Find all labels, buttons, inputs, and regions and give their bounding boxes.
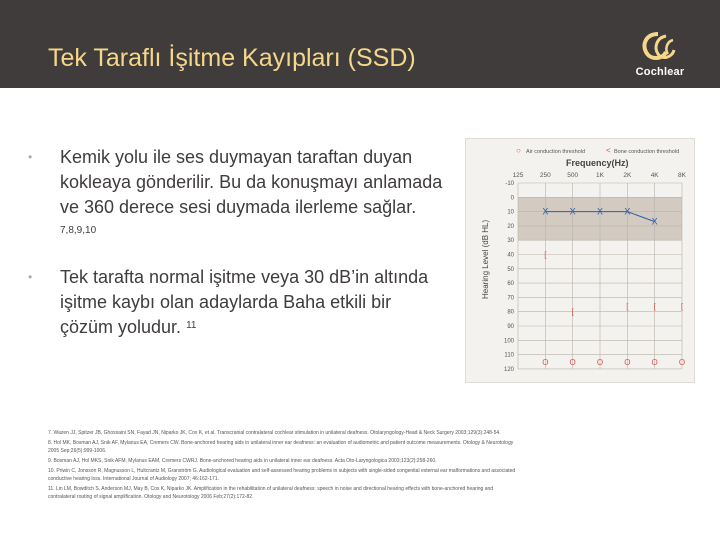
audiogram-image	[465, 138, 695, 383]
y-tick-label: 50	[507, 266, 514, 273]
bullet-refs: 11	[186, 320, 197, 331]
air-marker-right: O	[596, 357, 604, 367]
cochlear-logo	[628, 30, 692, 82]
bullet-dot-icon: •	[28, 270, 33, 284]
x-tick-label: 500	[567, 172, 579, 179]
reference-item: 9. Bosman AJ, Hol MKS, Snik AFM, Mylanus EAM, Cremers CWRJ. Bone-anchored hearing aids in unilateral inner ear deafness. Acta Oto-Laryngologica 2003;123(2):258-260.	[48, 458, 437, 464]
bullet-item-2	[28, 265, 448, 340]
reference-item: 8. Hol MK, Bosman AJ, Snik AF, Mylanus EA, Cremers CW. Bone-anchored hearing aids in unilateral inner ear deafness: an evaluation of audiometric and patient outcome measurements. Otology & Neurotology 2005 Sep;26(5):999-1006.	[48, 440, 514, 454]
y-tick-label: 40	[507, 252, 514, 259]
legend-air-text: Air conduction threshold	[526, 149, 586, 155]
reference-item: 10. Priwin C, Jonsson R, Magnusson L, Hultcrantz M, Granström G. Audiological evaluation and self-assessed hearing problems in subjects with single-sided congenital external ear malformations and associated conductive hearing loss. International Journal of Audiology 2007; 46:162-171.	[48, 468, 516, 482]
slide-header	[0, 0, 720, 88]
y-tick-label: 80	[507, 309, 514, 316]
bullet-item-1	[28, 145, 448, 245]
air-marker-left: X	[651, 216, 658, 227]
y-tick-label: 70	[507, 295, 514, 302]
y-tick-label: 20	[507, 223, 514, 230]
bullet-text: Tek tarafta normal işitme veya 30 dB’in altında işitme kaybı olan adaylarda Baha etkili bir çözüm yoludur.	[60, 267, 429, 337]
bone-marker: [	[571, 307, 574, 317]
reference-item: 11. Lin LM, Bowditch S, Anderson MJ, May B, Cox K, Niparko JK. Amplification in the rehabilitation of unilateral deafness: speech in noise and directional hearing effects with bone-anchored hearing and contralateral routing of signal amplification. Otology and Neurotology 2006 Feb;27(2):172-82.	[48, 486, 494, 500]
audiogram-chart	[466, 139, 694, 382]
y-tick-label: 110	[504, 352, 514, 359]
bone-marker: [	[544, 250, 547, 260]
audiogram-grid	[504, 172, 687, 373]
air-marker-left: X	[542, 206, 549, 217]
bullet-list	[28, 145, 448, 360]
y-axis-label: Hearing Level (dB HL)	[481, 219, 490, 299]
legend-bone-symbol: <	[606, 146, 611, 155]
y-tick-label: 90	[507, 324, 514, 330]
bone-marker: [	[626, 301, 629, 311]
bullet-text: Kemik yolu ile ses duymayan taraftan duyan kokleaya gönderilir. Bu da konuşmayı anlamada ve 360 derece sesi duymada ilerleme sağlar.	[60, 147, 443, 217]
legend-bone-text: Bone conduction threshold	[614, 149, 680, 155]
air-marker-left: X	[569, 206, 576, 217]
air-marker-right: O	[678, 357, 686, 367]
legend-air-symbol: ○	[516, 146, 521, 155]
air-marker-right: O	[651, 357, 658, 367]
x-tick-label: 125	[512, 172, 524, 179]
reference-item: 7. Wazen JJ, Spitzer JB, Ghossaini SN, Fayad JN, Niparko JK, Cox K, et al. Transcranial contralateral cochlear stimulation in unilateral deafness. Otolaryngology-Head & Neck Surgery 2003;129(3):248-54.	[48, 430, 501, 436]
bullet-dot-icon: •	[28, 150, 33, 164]
air-marker-right: O	[624, 357, 631, 367]
bone-marker: [	[653, 301, 656, 311]
y-tick-label: 10	[507, 209, 514, 216]
x-tick-label: 1K	[596, 172, 604, 179]
y-tick-label: 30	[507, 238, 514, 245]
y-tick-label: 0	[510, 195, 514, 202]
logo-text: Cochlear	[635, 66, 685, 78]
y-tick-label: 120	[503, 366, 514, 373]
bullet-refs: 7,8,9,10	[60, 225, 97, 236]
slide-title: Tek Taraflı İşitme Kayıpları (SSD)	[48, 44, 416, 72]
references	[48, 429, 518, 503]
x-tick-label: 250	[539, 172, 551, 179]
x-tick-label: 4K	[650, 172, 659, 179]
air-marker-right: O	[542, 357, 549, 367]
y-tick-label: 60	[507, 281, 514, 288]
air-marker-right: O	[569, 357, 576, 367]
bone-marker: [	[680, 301, 684, 311]
x-tick-label: 8K	[678, 172, 686, 179]
frequency-label: Frequency(Hz)	[566, 158, 629, 168]
air-marker-left: X	[596, 206, 604, 217]
y-tick-label: 100	[503, 338, 514, 345]
cochlear-swirl-icon	[628, 30, 692, 66]
air-marker-left: X	[624, 206, 631, 217]
x-tick-label: 2K	[623, 172, 632, 179]
y-tick-label: -10	[505, 181, 514, 187]
